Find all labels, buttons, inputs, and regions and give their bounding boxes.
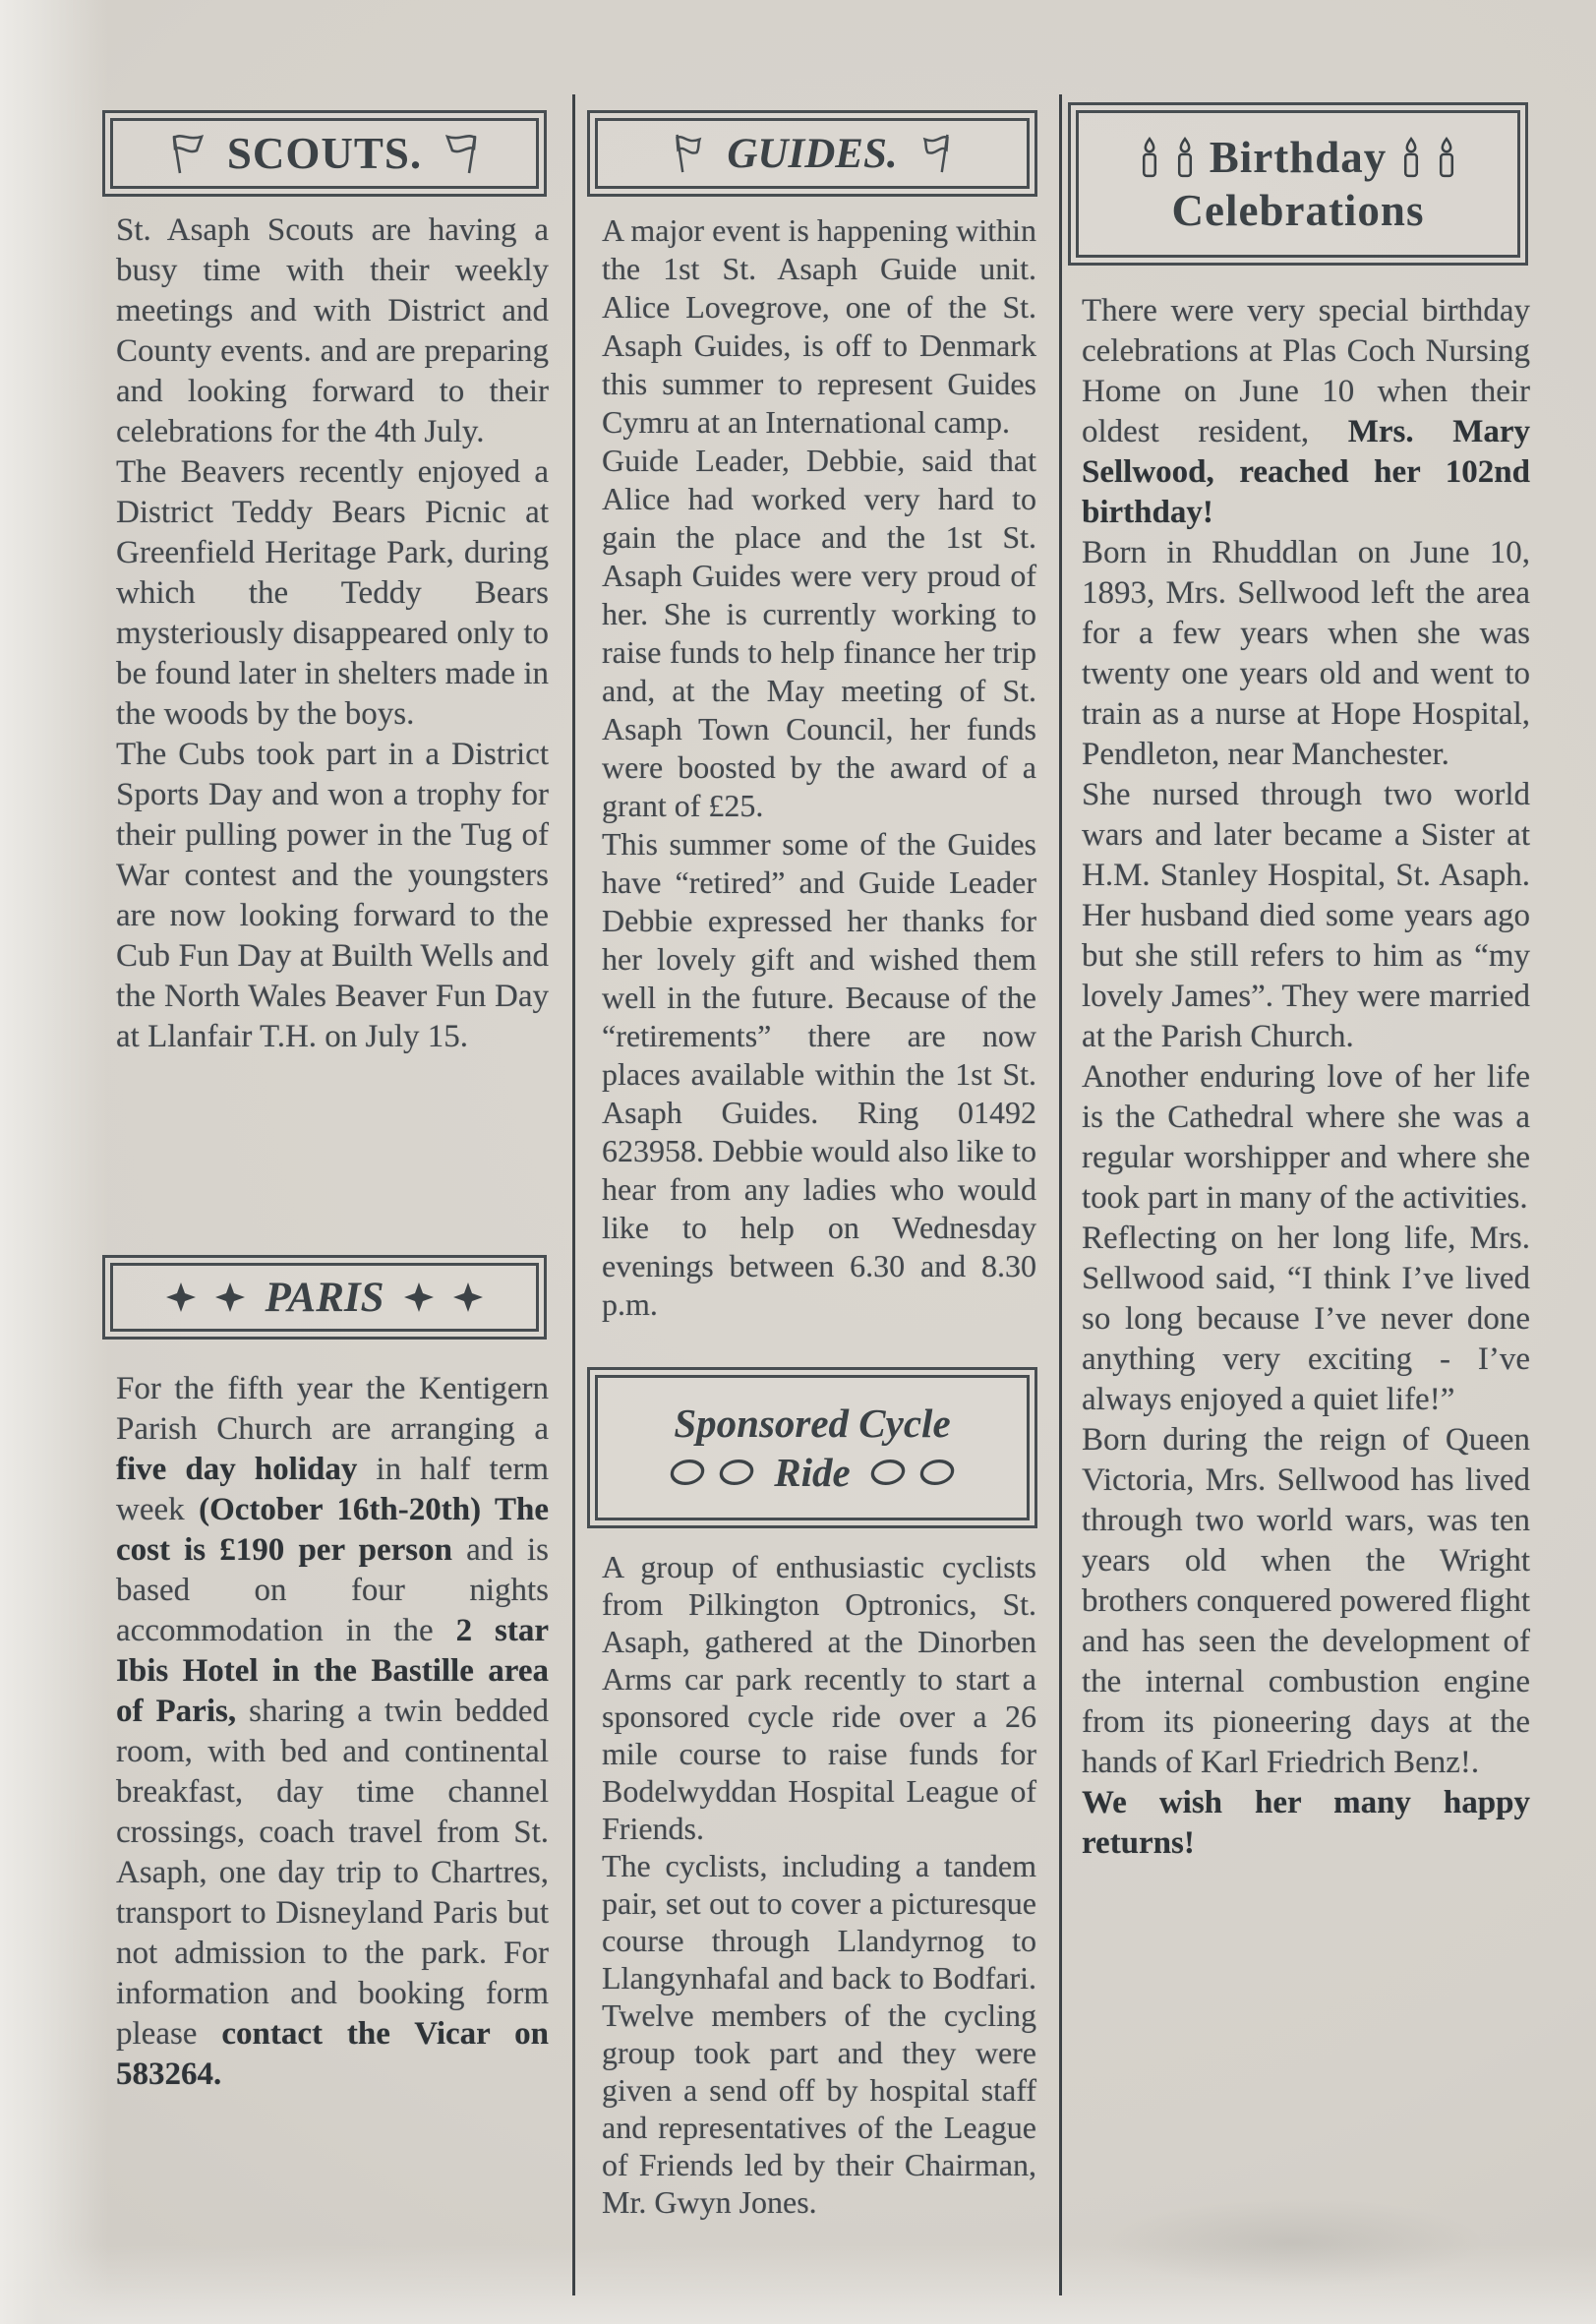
paragraph: For the fifth year the Kentigern Parish Church are arranging a five day holiday in half term week (October 16th-20th) The cost is £190 per person and is based on four nights accommodation in the 2 star Ibis Hotel in the Bastille area of Paris, sharing a twin bedded room, with bed and continental breakfast, day time channel crossings, coach travel from St. Asaph, one day trip to Chartres, transport to Disneyland Paris but not admission to the park. For information and booking form please contact the Vicar on 583264.: [116, 1371, 549, 2092]
paragraph: She nursed through two world wars and later became a Sister at H.M. Stanley Hospital, St. Asaph. Her husband died some years ago but she still refers to him as “my lovely James”. They were married at the Parish Church.: [1082, 777, 1530, 1054]
candle-icon: [1400, 137, 1422, 178]
paragraph: This summer some of the Guides have “retired” and Guide Leader Debbie expressed her thanks for her lovely gift and wished them well in the future. Because of the “retirements” there are now places available within the 1st St. Asaph Guides. Ring 01492 623958. Debbie would also like to hear from any ladies who would like to help on Wednesday evenings between 6.30 and 8.30 p.m.: [602, 826, 1036, 1322]
paragraph: Born during the reign of Queen Victoria, Mrs. Sellwood has lived through two world wars, was ten years old when the Wright brothers conquered powered flight and has seen the development of the internal combustion engine from its pioneering days at the hands of Karl Friedrich Benz!.: [1082, 1422, 1530, 1780]
paragraph: There were very special birthday celebrations at Plas Coch Nursing Home on June 10 when their oldest resident, Mrs. Mary Sellwood, reached her 102nd birthday!: [1082, 293, 1530, 530]
paragraph: Reflecting on her long life, Mrs. Sellwood said, “I think I’ve lived so long because I’ve never done anything very exciting - I’ve always enjoyed a quiet life!”: [1082, 1221, 1530, 1417]
candle-icon: [1139, 137, 1160, 178]
birthday-title-line2: Celebrations: [1171, 186, 1425, 235]
cycle-ride-title-line2: Ride: [774, 1450, 851, 1495]
star-icon: [166, 1282, 196, 1312]
flag-icon: [668, 132, 707, 175]
paragraph: Guide Leader, Debbie, said that Alice had worked very hard to gain the place and the 1st St. Asaph Guides were very proud of her. She is currently working to raise funds to help finance her trip and, at the May meeting of St. Asaph Town Council, her funds were boosted by the award of a grant of £25.: [602, 443, 1036, 823]
paris-body: [116, 1369, 549, 2095]
paragraph: Born in Rhuddlan on June 10, 1893, Mrs. Sellwood left the area for a few years when she was twenty one years old and went to train as a nurse at Hope Hospital, Pendleton, near Manchester.: [1082, 535, 1530, 772]
scouts-title: SCOUTS.: [226, 129, 423, 178]
column-divider: [1059, 94, 1062, 2295]
print-bleed-smudge: [1062, 2193, 1524, 2292]
scouts-body: [116, 210, 549, 1057]
birthday-title-line1: Birthday: [1209, 133, 1388, 182]
paragraph: The cyclists, including a tandem pair, set out to cover a picturesque course through Llandyrnog to Llangynhafal and back to Bodfari. Twelve members of the cycling group took part and they were given a send off by hospital staff and representatives of the League of Friends led by their Chairman, Mr. Gwyn Jones.: [602, 1848, 1036, 2220]
paragraph: St. Asaph Scouts are having a busy time with their weekly meetings and with District and County events. and are preparing and looking forward to their celebrations for the 4th July.: [116, 212, 549, 449]
column-divider: [572, 94, 575, 2295]
flag-icon: [166, 132, 207, 175]
candle-icon: [1174, 137, 1196, 178]
cycle-ride-header: [587, 1367, 1037, 1528]
birthday-body: [1082, 291, 1530, 1864]
guides-title: GUIDES.: [727, 130, 898, 177]
star-icon: [453, 1282, 483, 1312]
cycle-ride-body: [602, 1548, 1036, 2221]
paragraph: Another enduring love of her life is the Cathedral where she was a regular worshipper and where she took part in many of the activities.: [1082, 1059, 1530, 1216]
flag-icon: [442, 132, 483, 175]
paragraph: The Beavers recently enjoyed a District Teddy Bears Picnic at Greenfield Heritage Park, during which the Teddy Bears mysteriously disappeared only to be found later in shelters made in the woods by the boys.: [116, 454, 549, 732]
paragraph: A group of enthusiastic cyclists from Pilkington Optronics, St. Asaph, gathered at the Dinorben Arms car park recently to start a sponsored cycle ride over a 26 mile course to raise funds for Bodelwyddan Hospital League of Friends.: [602, 1549, 1036, 1846]
wheel-icon: [665, 1457, 710, 1488]
paragraph: We wish her many happy returns!: [1082, 1785, 1530, 1861]
guides-header: [587, 110, 1037, 197]
paragraph: The Cubs took part in a District Sports Day and won a trophy for their pulling power in the Tug of War contest and the youngsters are now looking forward to the Cub Fun Day at Builth Wells and the North Wales Beaver Fun Day at Llanfair T.H. on July 15.: [116, 737, 549, 1054]
paris-title: PARIS: [265, 1274, 384, 1321]
birthday-header: [1068, 102, 1528, 266]
wheel-icon: [915, 1457, 960, 1488]
paris-header: [102, 1255, 547, 1340]
candle-icon: [1436, 137, 1457, 178]
wheel-icon: [714, 1457, 759, 1488]
star-icon: [215, 1282, 245, 1312]
paragraph: A major event is happening within the 1st St. Asaph Guide unit. Alice Lovegrove, one of the St. Asaph Guides, is off to Denmark this summer to represent Guides Cymru at an International camp.: [602, 212, 1036, 440]
star-icon: [404, 1282, 434, 1312]
wheel-icon: [865, 1457, 911, 1488]
cycle-ride-title-line1: Sponsored Cycle: [674, 1400, 951, 1446]
scouts-header: [102, 110, 547, 197]
flag-icon: [917, 132, 957, 175]
guides-body: [602, 211, 1036, 1324]
